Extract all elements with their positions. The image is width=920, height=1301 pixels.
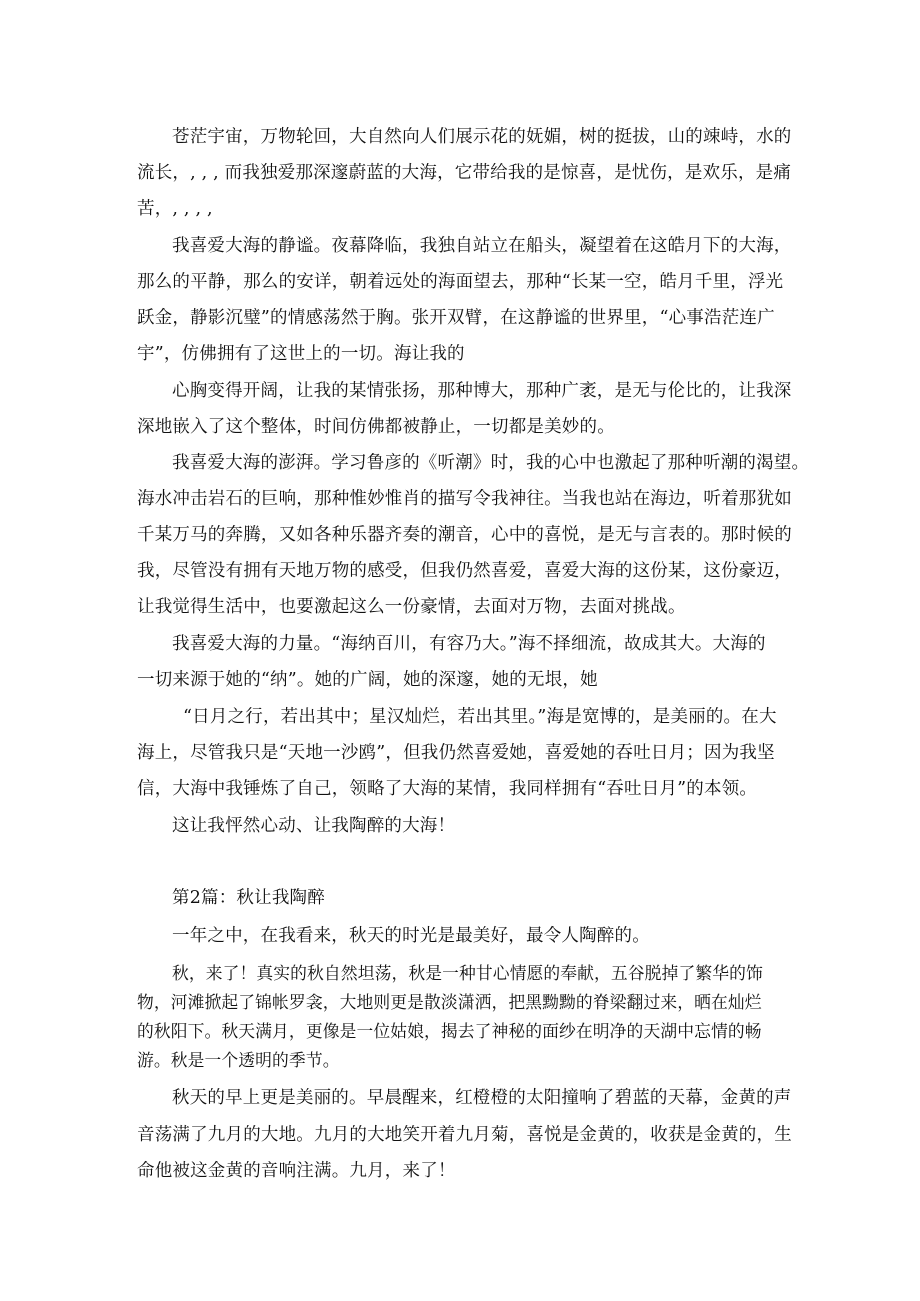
paragraph-line: 海水冲击岩石的巨响，那种惟妙惟肖的描写令我神往。当我也站在海边，听着那犹如 — [137, 489, 792, 509]
paragraph-line: 流长，, , , 而我独爱那深邃蔚蓝的大海，它带给我的是惊喜，是忧伤，是欢乐，是痛 — [137, 163, 792, 183]
paragraph-line: 我喜爱大海的静谧。夜幕降临，我独自站立在船头，凝望着在这皓月下的大海， — [172, 236, 792, 256]
paragraph-line: 信，大海中我锤炼了自己，领略了大海的某情，我同样拥有“吞吐日月”的本领。 — [137, 779, 758, 799]
paragraph-line: 让我觉得生活中，也要激起这么一份豪情，去面对万物，去面对挑战。 — [137, 597, 686, 617]
paragraph-line: 命他被这金黄的音响注满。九月，来了！ — [137, 1161, 456, 1181]
paragraph-line: 我喜爱大海的力量。“海纳百川，有容乃大。”海不择细流，故成其大。大海的 — [172, 634, 766, 654]
paragraph-line: 这让我怦然心动、让我陶醉的大海！ — [172, 816, 456, 836]
paragraph-line: 宇”，仿佛拥有了这世上的一切。海让我的 — [137, 344, 465, 364]
paragraph-line: 千某万马的奔腾，又如各种乐器齐奏的潮音，心中的喜悦，是无与言表的。那时候的 — [137, 525, 792, 545]
paragraph-line: 苦，, , , , — [137, 199, 213, 219]
paragraph-line: 我，尽管没有拥有天地万物的感受，但我仍然喜爱，喜爱大海的这份某，这份豪迈， — [137, 561, 792, 581]
paragraph-line: 一切来源于她的“纳”。她的广阔，她的深邃，她的无垠，她 — [137, 670, 598, 690]
paragraph-line: 音荡满了九月的大地。九月的大地笑开着九月菊，喜悦是金黄的，收获是金黄的，生 — [137, 1125, 792, 1145]
paragraph-line: “日月之行，若出其中；星汉灿烂，若出其里。”海是宽博的，是美丽的。在大 — [183, 707, 777, 727]
paragraph-line: 那么的平静，那么的安详，朝着远处的海面望去，那种“长某一空，皓月千里，浮光 — [137, 272, 784, 292]
section-heading: 第2篇：秋让我陶醉 — [172, 888, 325, 908]
paragraph-line: 游。秋是一个透明的季节。 — [137, 1050, 340, 1070]
paragraph-line: 的秋阳下。秋天满月，更像是一位姑娘，揭去了神秘的面纱在明净的天湖中忘情的畅 — [137, 1021, 762, 1041]
paragraph-line: 苍茫宇宙，万物轮回，大自然向人们展示花的妩媚，树的挺拔，山的竦峙，水的 — [172, 127, 792, 147]
paragraph-line: 我喜爱大海的澎湃。学习鲁彦的《听潮》时，我的心中也激起了那种听潮的渴望。 — [172, 453, 810, 473]
paragraph-line: 跃金，静影沉璧”的情感荡然于胸。张开双臂，在这静谧的世界里，“心事浩茫连广 — [137, 308, 775, 328]
paragraph-line: 深地嵌入了这个整体，时间仿佛都被静止，一切都是美妙的。 — [137, 417, 615, 437]
paragraph-line: 秋天的早上更是美丽的。早晨醒来，红橙橙的太阳撞响了碧蓝的天幕，金黄的声 — [172, 1088, 792, 1108]
paragraph-line: 心胸变得开阔，让我的某情张扬，那种博大，那种广袤，是无与伦比的，让我深 — [172, 381, 792, 401]
paragraph-line: 物，河滩掀起了锦帐罗衾，大地则更是散淡潇洒，把黑黝黝的脊梁翻过来，晒在灿烂 — [137, 992, 762, 1012]
paragraph-line: 海上，尽管我只是“天地一沙鸥”，但我仍然喜爱她，喜爱她的吞吐日月；因为我坚 — [137, 743, 775, 763]
paragraph-line: 秋，来了！真实的秋自然坦荡，秋是一种甘心情愿的奉献，五谷脱掉了繁华的饰 — [172, 963, 763, 983]
paragraph-line: 一年之中，在我看来，秋天的时光是最美好，最令人陶醉的。 — [172, 926, 650, 946]
